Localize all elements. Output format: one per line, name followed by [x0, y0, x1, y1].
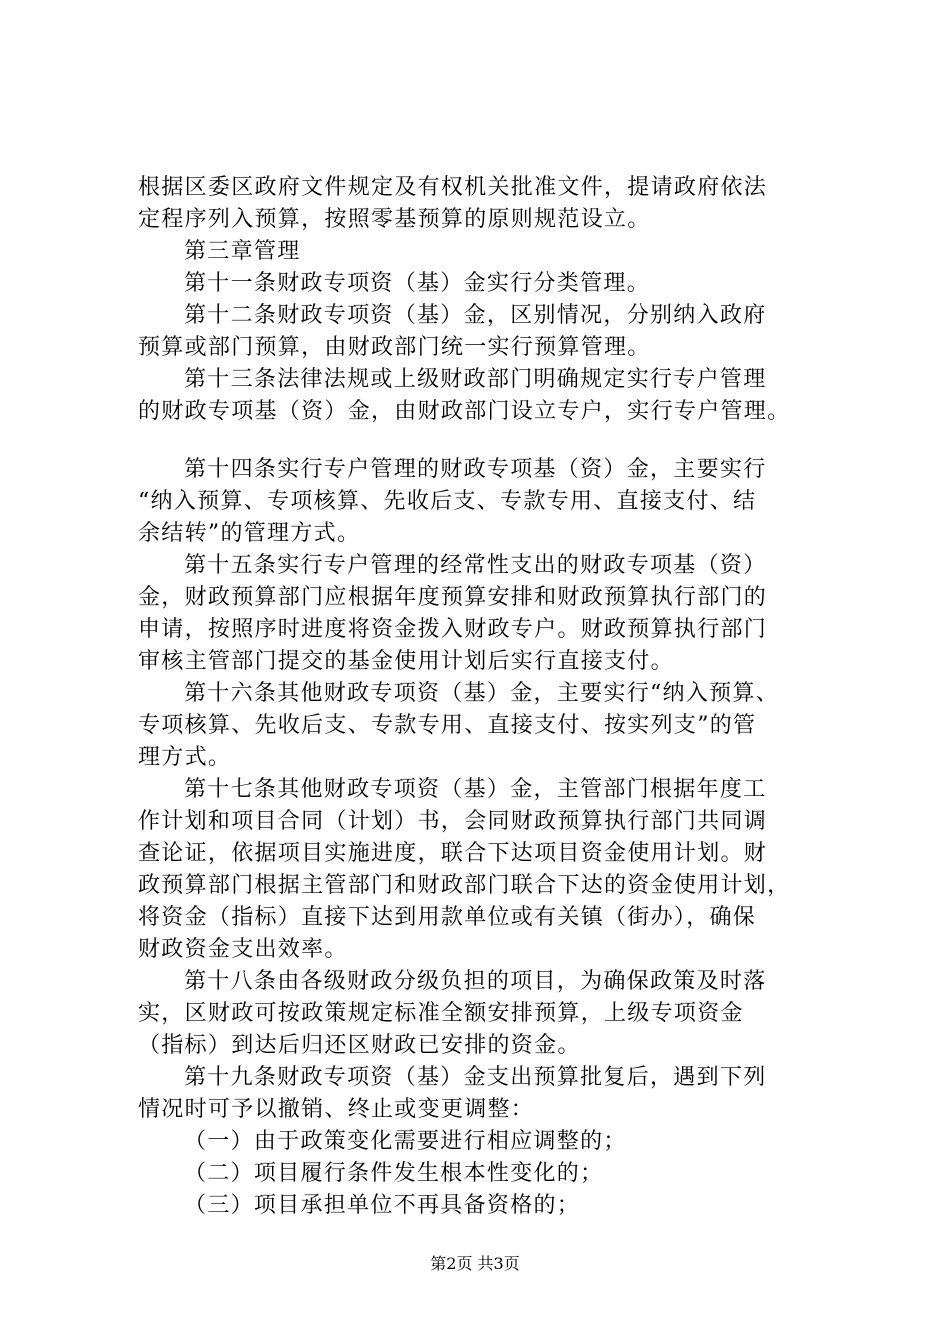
text-line: 根据区委区政府文件规定及有权机关批准文件，提请政府依法 — [138, 175, 768, 200]
article-13: 第十三条法律法规或上级财政部门明确规定实行专户管理 — [184, 367, 767, 392]
article-18: 第十八条由各级财政分级负担的项目，为确保政策及时落 — [184, 969, 767, 994]
text-line: （指标）到达后归还区财政已安排的资金。 — [138, 1033, 581, 1058]
text-line: 金，财政预算部门应根据年度预算安排和财政预算执行部门的 — [138, 585, 768, 610]
text-line: 定程序列入预算，按照零基预算的原则规范设立。 — [138, 207, 651, 232]
paragraph-gap — [138, 428, 828, 454]
article-12: 第十二条财政专项资（基）金，区别情况，分别纳入政府 — [184, 303, 767, 328]
text-line: 财政资金支出效率。 — [138, 937, 348, 962]
text-line: 申请，按照序时进度将资金拨入财政专户。财政预算执行部门 — [138, 617, 768, 642]
list-item: （三）项目承担单位不再具备资格的； — [184, 1193, 581, 1218]
list-item: （二）项目履行条件发生根本性变化的； — [184, 1161, 604, 1186]
text-line: 查论证，依据项目实施进度，联合下达项目资金使用计划。财 — [138, 841, 768, 866]
chapter-heading: 第三章管理 — [184, 239, 301, 264]
text-line: “纳入预算、专项核算、先收后支、专款专用、直接支付、结 — [138, 489, 757, 514]
text-line: 实，区财政可按政策规定标准全额安排预算，上级专项资金 — [138, 1001, 744, 1026]
document-body — [138, 172, 828, 1222]
list-item: （一）由于政策变化需要进行相应调整的； — [184, 1129, 627, 1154]
text-line: 预算或部门预算，由财政部门统一实行预算管理。 — [138, 335, 651, 360]
text-line: 情况时可予以撤销、终止或变更调整： — [138, 1097, 535, 1122]
article-14: 第十四条实行专户管理的财政专项基（资）金，主要实行 — [184, 457, 767, 482]
text-line: 余结转”的管理方式。 — [138, 521, 361, 546]
text-line: 政预算部门根据主管部门和财政部门联合下达的资金使用计划， — [138, 873, 791, 898]
text-line: 审核主管部门提交的基金使用计划后实行直接支付。 — [138, 649, 674, 674]
article-15: 第十五条实行专户管理的经常性支出的财政专项基（资） — [184, 553, 767, 578]
page-number: 第2页 共3页 — [430, 1254, 520, 1273]
text-line: 的财政专项基（资）金，由财政部门设立专户，实行专户管理。 — [138, 399, 791, 424]
text-line: 作计划和项目合同（计划）书，会同财政预算执行部门共同调 — [138, 809, 768, 834]
article-19: 第十九条财政专项资（基）金支出预算批复后，遇到下列 — [184, 1065, 767, 1090]
article-17: 第十七条其他财政专项资（基）金，主管部门根据年度工 — [184, 777, 767, 802]
article-11: 第十一条财政专项资（基）金实行分类管理。 — [184, 271, 651, 296]
text-line: 专项核算、先收后支、专款专用、直接支付、按实列支”的管 — [138, 713, 757, 738]
text-line: 理方式。 — [138, 745, 232, 770]
article-16: 第十六条其他财政专项资（基）金，主要实行“纳入预算、 — [184, 681, 780, 706]
text-line: 将资金（指标）直接下达到用款单位或有关镇（街办），确保 — [138, 905, 757, 930]
